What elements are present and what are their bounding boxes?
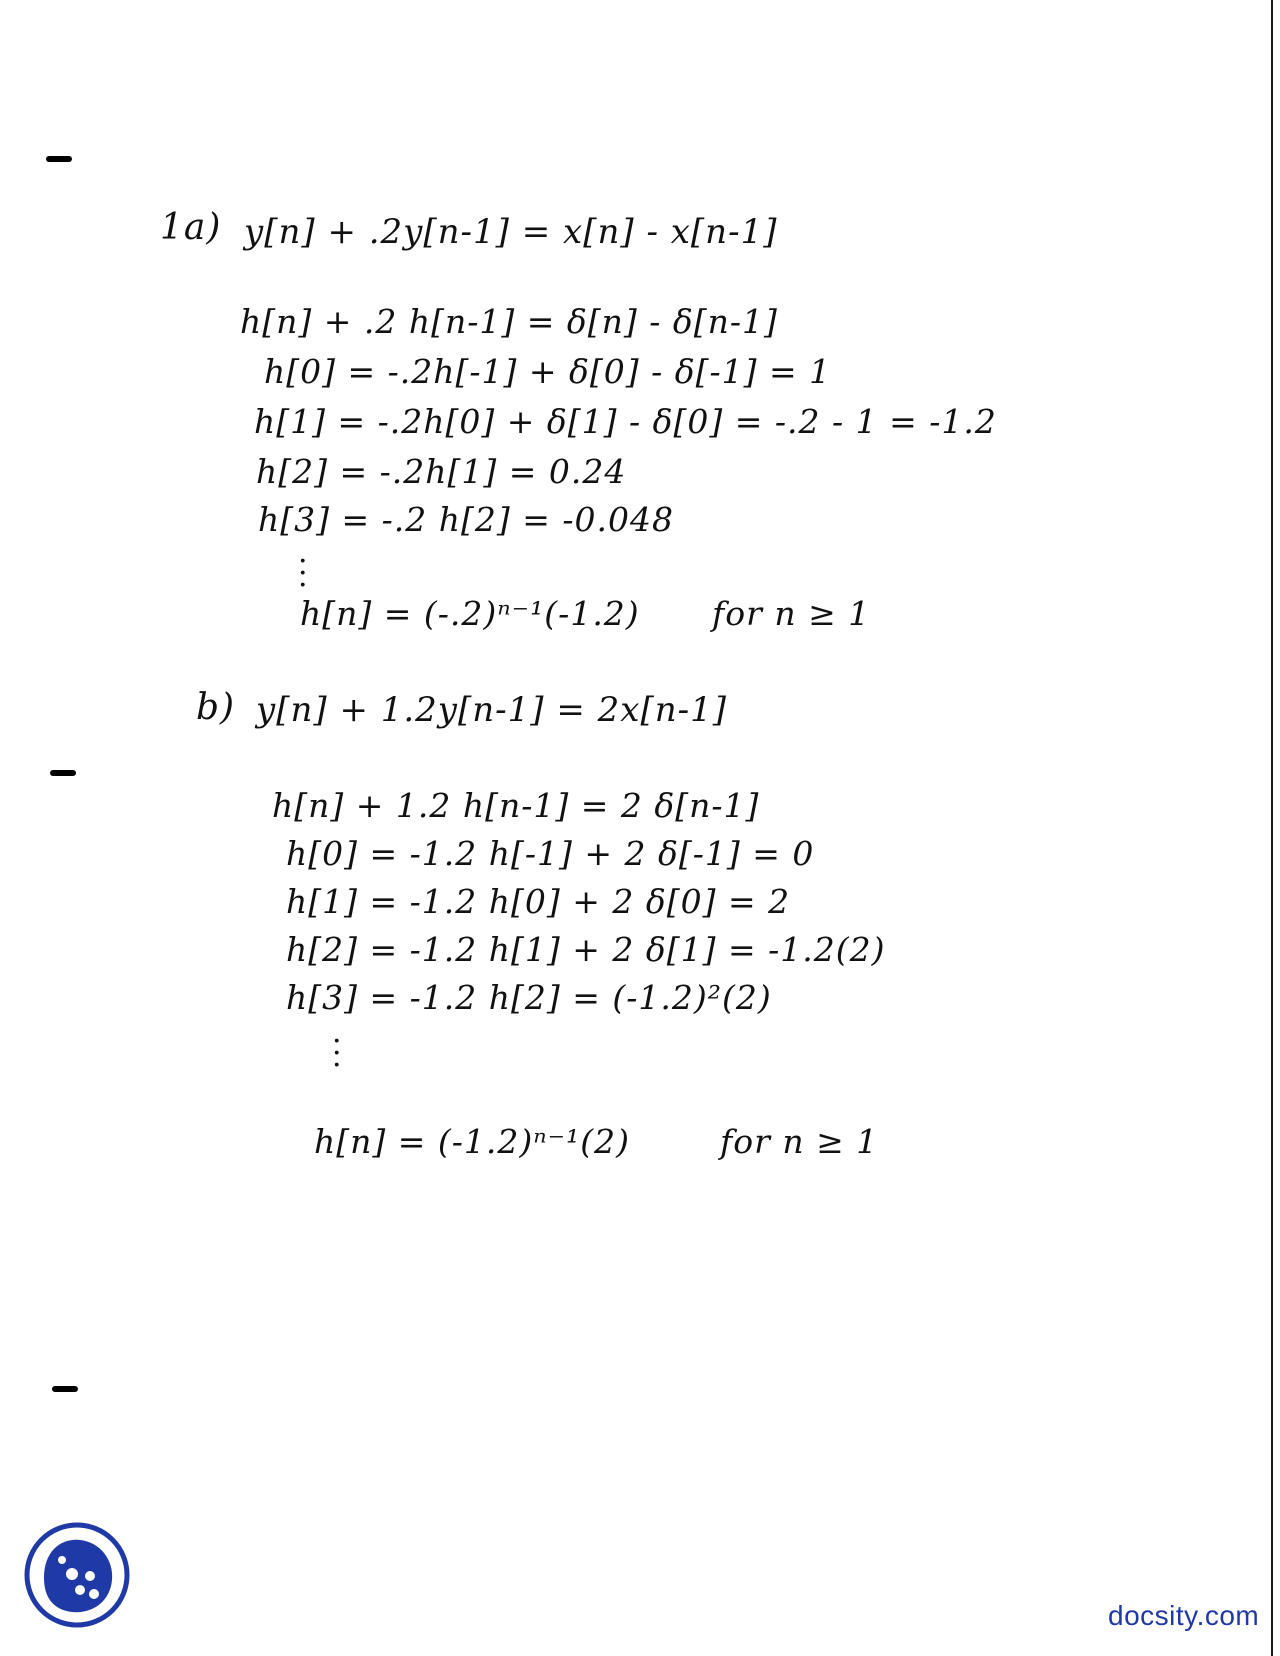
part-b-equation: y[n] + 1.2y[n-1] = 2x[n-1]	[256, 690, 728, 730]
part-a-line: h[1] = -.2h[0] + δ[1] - δ[0] = -.2 - 1 = -1.2	[254, 402, 997, 441]
punch-hole-mark	[50, 770, 76, 776]
docsity-brand-link[interactable]: docsity.com	[1108, 1600, 1260, 1631]
part-a-equation: y[n] + .2y[n-1] = x[n] - x[n-1]	[244, 212, 778, 252]
part-a-line: h[0] = -.2h[-1] + δ[0] - δ[-1] = 1	[264, 352, 832, 391]
continuation-dots: · · ·	[332, 1024, 342, 1083]
part-a-line: h[2] = -.2h[1] = 0.24	[256, 452, 627, 491]
part-a-line: h[3] = -.2 h[2] = -0.048	[258, 500, 675, 539]
part-b-general-solution: h[n] = (-1.2)ⁿ⁻¹(2)	[314, 1122, 631, 1161]
part-a-label: 1a)	[160, 207, 222, 248]
part-b-line: h[1] = -1.2 h[0] + 2 δ[0] = 2	[286, 882, 791, 921]
part-b-label: b)	[196, 687, 236, 728]
part-b-line: h[n] + 1.2 h[n-1] = 2 δ[n-1]	[272, 786, 760, 825]
part-a-general-solution: h[n] = (-.2)ⁿ⁻¹(-1.2)	[300, 594, 640, 633]
part-a-condition: for n ≥ 1	[712, 594, 871, 633]
punch-hole-mark	[46, 156, 72, 162]
part-b-line: h[3] = -1.2 h[2] = (-1.2)²(2)	[286, 978, 772, 1017]
punch-hole-mark	[52, 1386, 78, 1392]
part-a-line: h[n] + .2 h[n-1] = δ[n] - δ[n-1]	[240, 302, 778, 341]
page-edge-line	[1271, 0, 1273, 1656]
continuation-dots: · · ·	[298, 544, 308, 603]
part-b-condition: for n ≥ 1	[720, 1122, 879, 1161]
part-b-line: h[2] = -1.2 h[1] + 2 δ[1] = -1.2(2)	[286, 930, 886, 969]
docsity-logo-icon[interactable]	[22, 1520, 132, 1630]
part-b-line: h[0] = -1.2 h[-1] + 2 δ[-1] = 0	[286, 834, 815, 873]
